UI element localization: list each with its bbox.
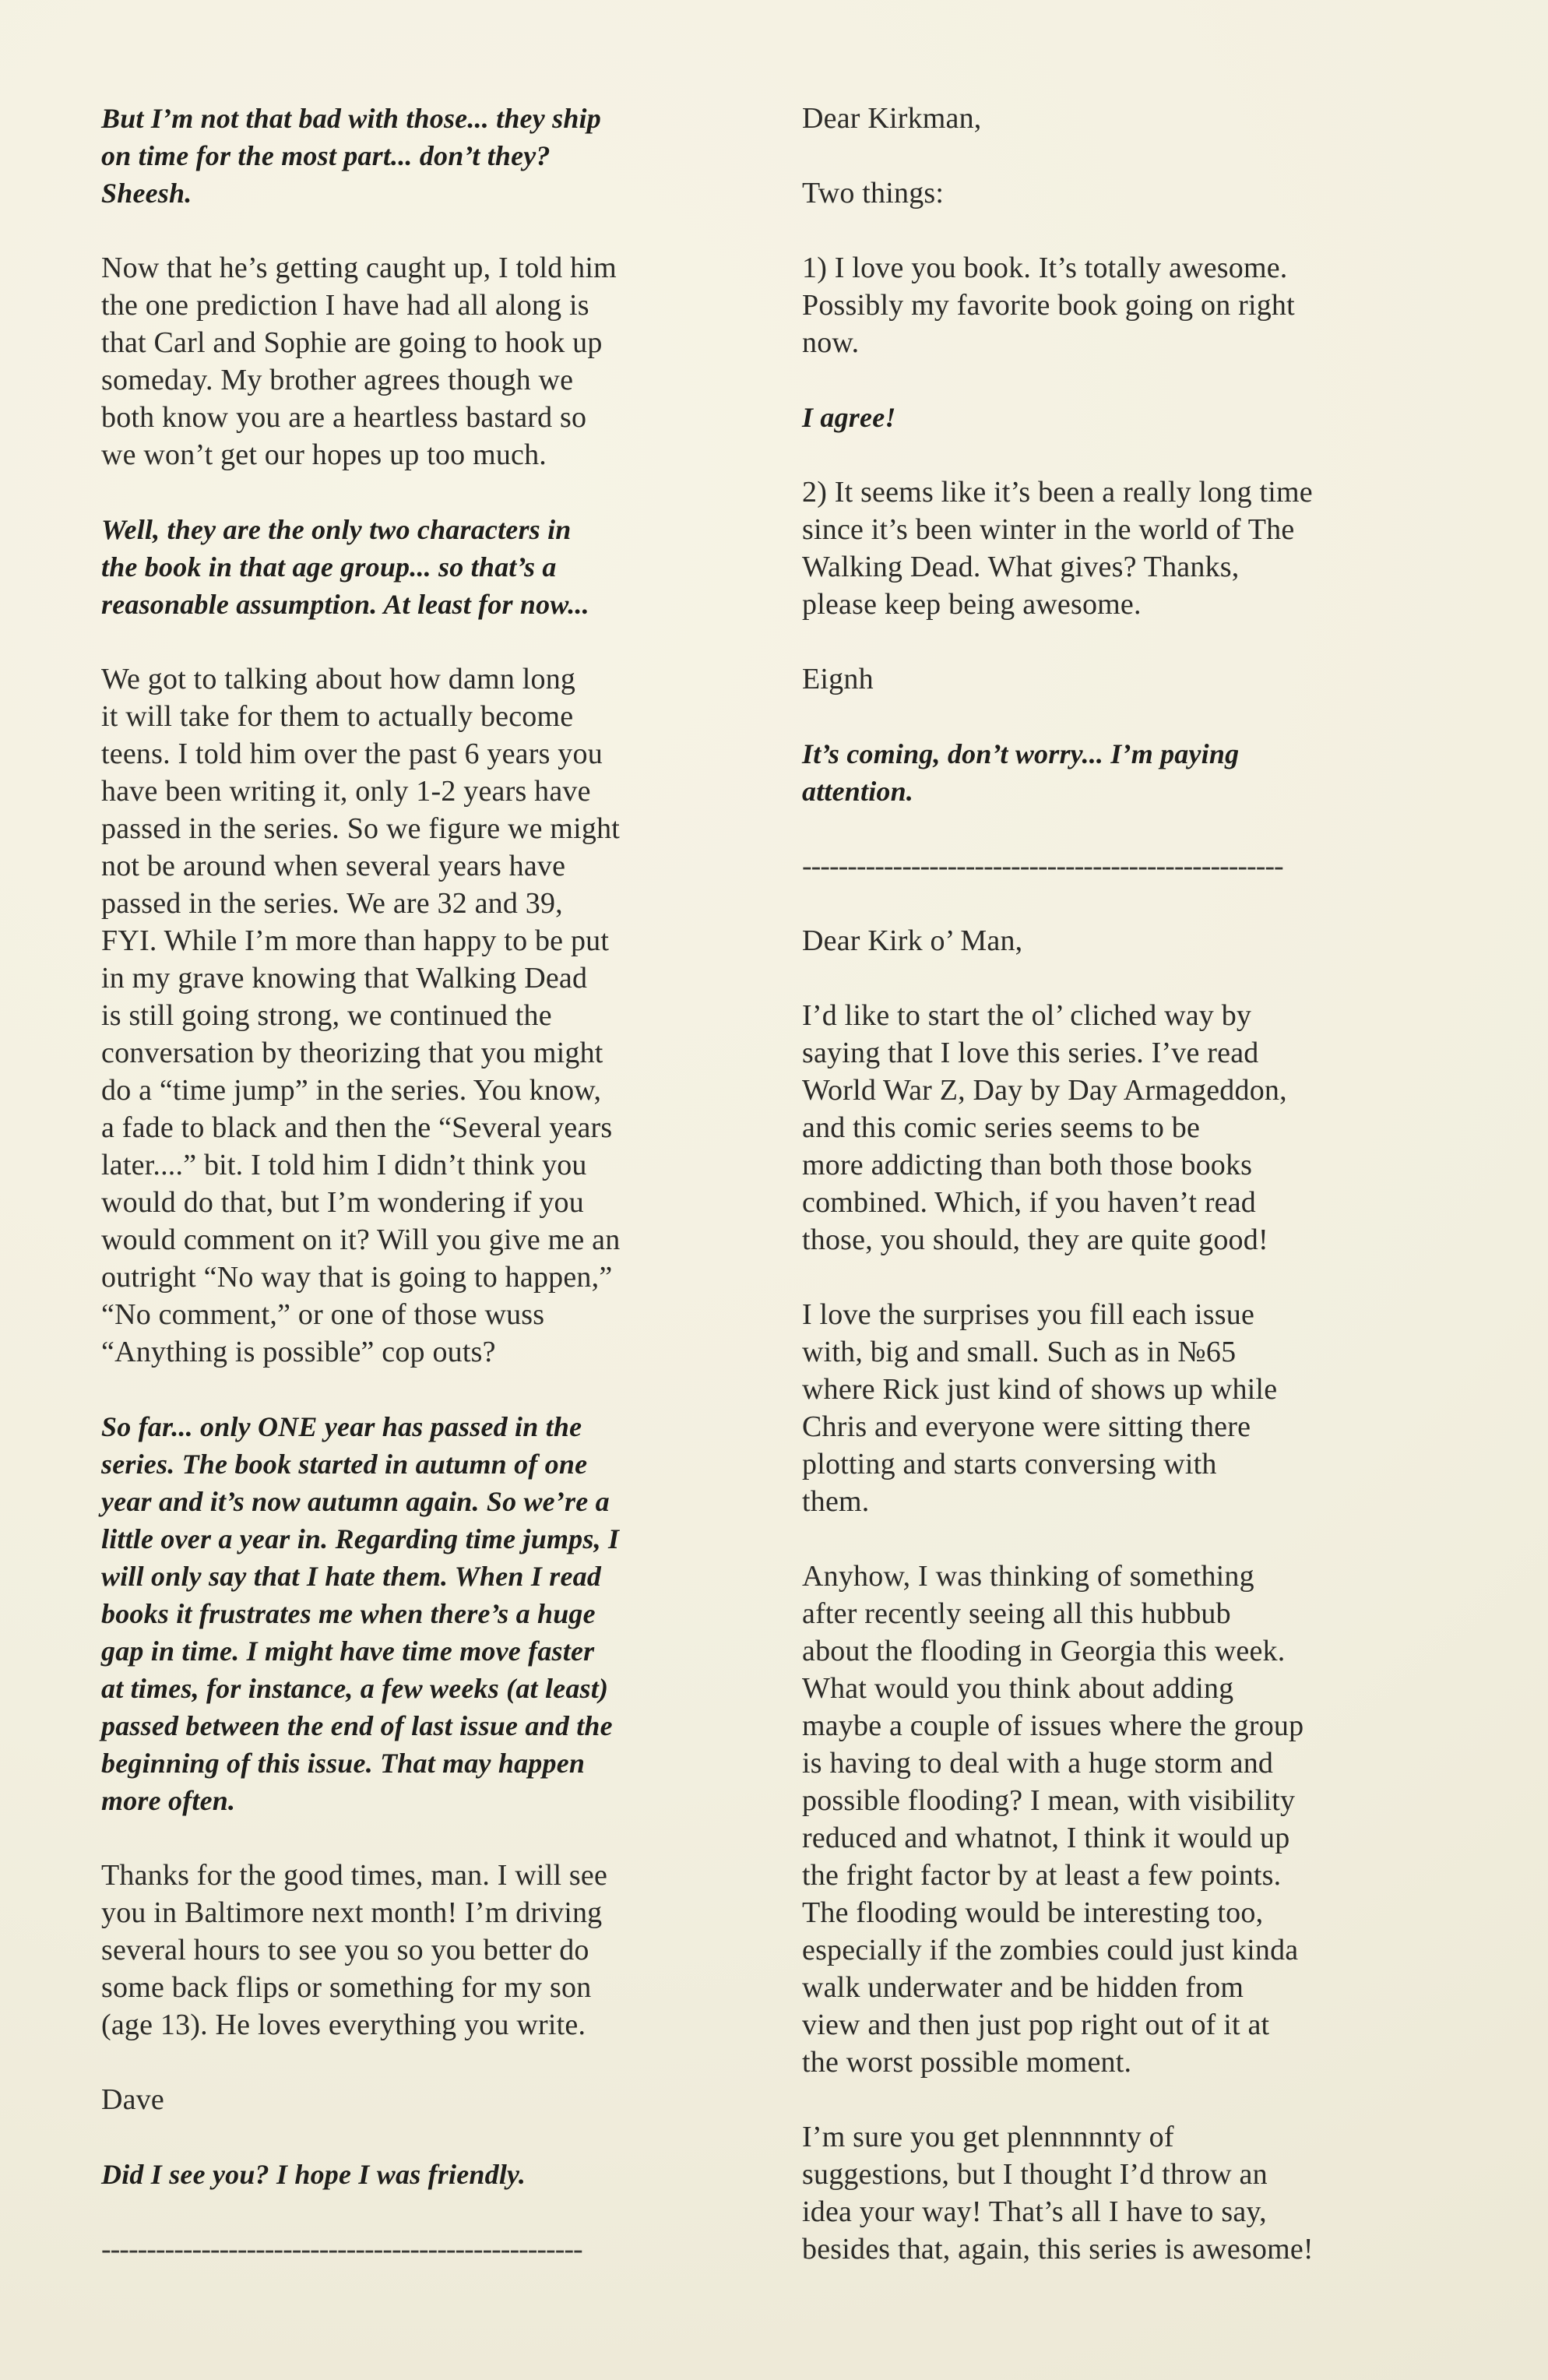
editor-reply: But I’m not that bad with those... they ship on time for the most part... don’t they? Sheesh. [101, 103, 601, 209]
letter-paragraph: 1) I love you book. It’s totally awesome. Possibly my favorite book going on right now. [802, 252, 1295, 359]
editor-reply: I agree! [802, 402, 896, 433]
section-divider: ----------------------------------------------------- [101, 2233, 582, 2266]
editor-reply: So far... only ONE year has passed in the series. The book started in autumn of one year and it’s now autumn again. So we’re a little over a year in. Regarding time jumps, I will only say that I hate them. When I read books it frustrates me when there’s a huge gap in time. I might have time move faster at times, for instance, a few weeks (at least) passed between the end of last issue and the beginning of this issue. That may happen more often. [101, 1411, 620, 1816]
section-divider: ----------------------------------------------------- [802, 850, 1283, 882]
editor-reply: Well, they are the only two characters in the book in that age group... so that’s a reasonable assumption. At least for now... [101, 514, 589, 620]
letter-salutation: Dear Kirkman, [802, 102, 982, 135]
letter-signature: Dave [101, 2083, 164, 2116]
letter-paragraph: Thanks for the good times, man. I will see you in Baltimore next month! I’m driving several hours to see you so you better do some back flips or something for my son (age 13). He loves everything you write. [101, 1859, 608, 2041]
letter-paragraph: I love the surprises you fill each issue with, big and small. Such as in №65 where Rick just kind of shows up while Chris and everyone were sitting there plotting and starts conversing with them. [802, 1298, 1278, 1518]
right-column [802, 100, 1487, 2305]
letter-paragraph: 2) It seems like it’s been a really long time since it’s been winter in the world of The Walking Dead. What gives? Thanks, please keep being awesome. [802, 476, 1313, 621]
letter-paragraph: Two things: [802, 177, 945, 209]
letter-salutation: Dear Kirk o’ Man, [802, 924, 1023, 957]
letter-signature: Eignh [802, 663, 874, 695]
letter-paragraph: I’d like to start the ol’ cliched way by saying that I love this series. I’ve read World War Z, Day by Day Armageddon, and this comic series seems to be more addicting than both those books combined. Which, if you haven’t read those, you should, they are quite good! [802, 999, 1287, 1256]
letter-paragraph: Now that he’s getting caught up, I told him the one prediction I have had all along is that Carl and Sophie are going to hook up someday. My brother agrees though we both know you are a heartless bastard so we won’t get our hopes up too much. [101, 252, 617, 471]
editor-reply: Did I see you? I hope I was friendly. [101, 2159, 526, 2190]
editor-reply: It’s coming, don’t worry... I’m paying attention. [802, 738, 1240, 807]
letter-paragraph: Anyhow, I was thinking of something after recently seeing all this hubbub about the flooding in Georgia this week. What would you think about adding maybe a couple of issues where the group is having to deal with a huge storm and possible flooding? I mean, with visibility reduced and whatnot, I think it would up the fright factor by at least a few points. The flooding would be interesting too, especially if the zombies could just kinda walk underwater and be hidden from view and then just pop right out of it at the worst possible moment. [802, 1560, 1304, 2079]
left-column [101, 100, 786, 2305]
letter-paragraph: I’m sure you get plennnnnty of suggestions, but I thought I’d throw an idea your way! That’s all I have to say, besides that, again, this series is awesome! [802, 2121, 1314, 2266]
letter-paragraph: We got to talking about how damn long it will take for them to actually become teens. I told him over the past 6 years you have been writing it, only 1-2 years have passed in the series. So we figure we might not be around when several years have passed in the series. We are 32 and 39, FYI. While I’m more than happy to be put in my grave knowing that Walking Dead is still going strong, we continued the conversation by theorizing that you might do a “time jump” in the series. You know, a fade to black and then the “Several years later....” bit. I told him I didn’t think you would do that, but I’m wondering if you would comment on it? Will you give me an outright “No way that is going to happen,” “No comment,” or one of those wuss “Anything is possible” cop outs? [101, 663, 621, 1368]
